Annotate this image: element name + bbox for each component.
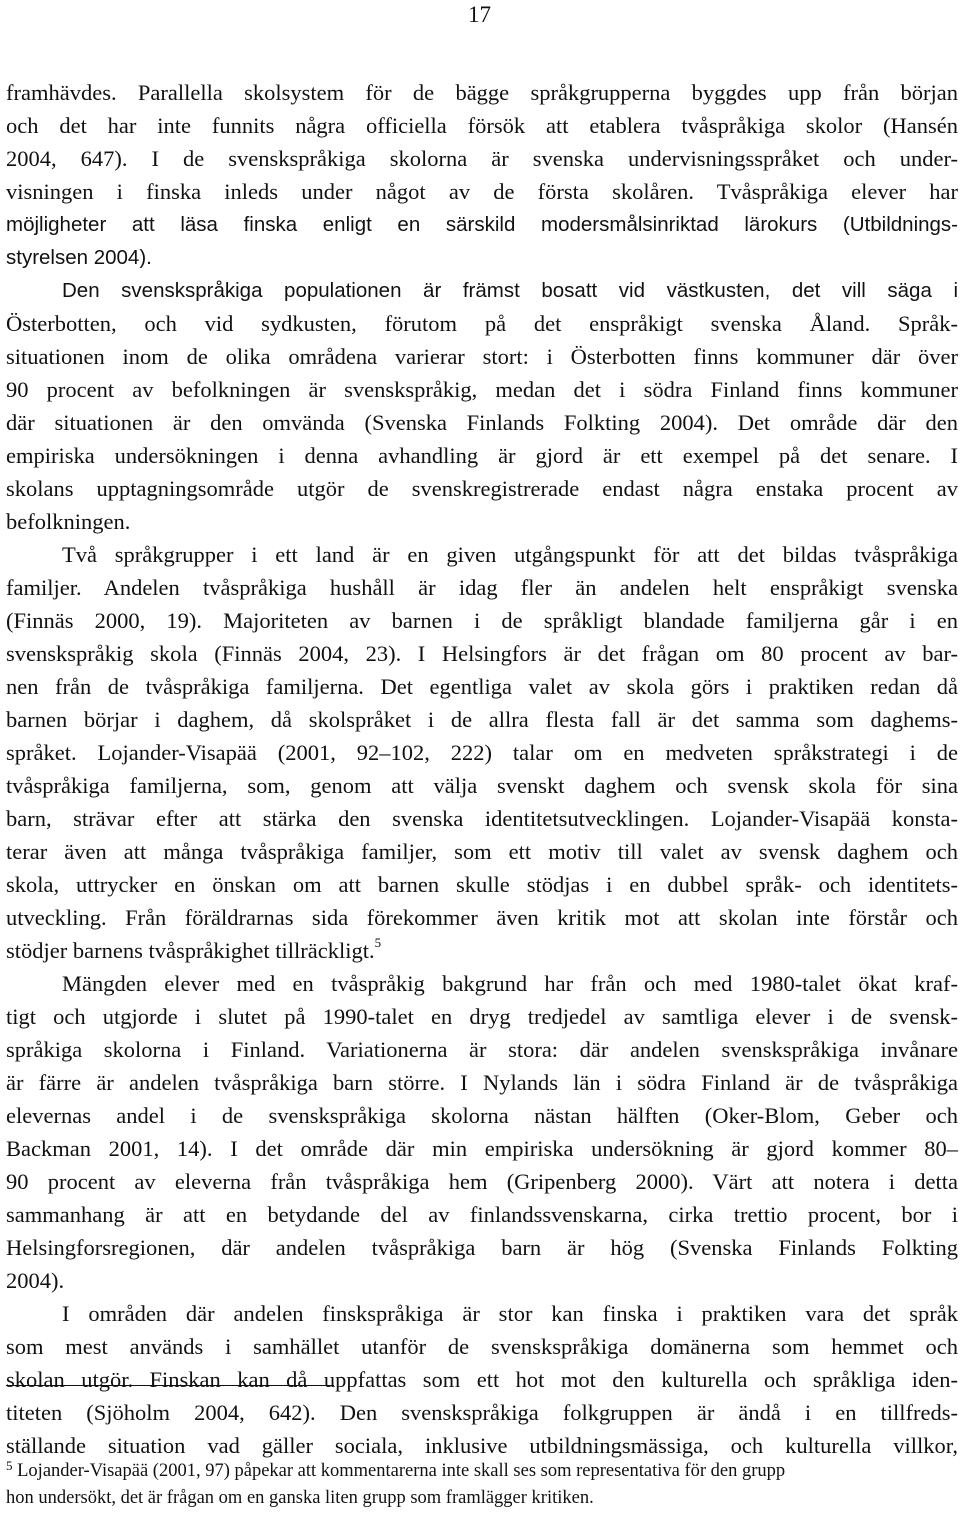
text-line: familjer. Andelen tvåspråkiga hushåll är idag fler än andelen helt enspråkigt svenska: [6, 575, 958, 600]
text-line: Helsingforsregionen, där andelen tvåspråkiga barn är hög (Svenska Finlands Folkting: [6, 1235, 958, 1260]
text-line: utveckling. Från föräldrarnas sida förekommer även kritik mot att skolan inte förstår och: [6, 905, 958, 930]
paragraph-first-line: Mängden elever med en tvåspråkig bakgrund har från och med 1980-talet ökat kraf-: [62, 971, 958, 996]
text-line: som mest används i samhället utanför de svenskspråkiga domänerna som hemmet och: [6, 1334, 958, 1359]
text-line: Österbotten, och vid sydkusten, förutom på det enspråkigt svenska Åland. Språk-: [6, 311, 958, 336]
text-line: 90 procent av befolkningen är svenskspråkig, medan det i södra Finland finns kommuner: [6, 377, 958, 402]
text-line: är färre är andelen tvåspråkiga barn större. I Nylands län i södra Finland är de tvåspråkiga: [6, 1070, 958, 1095]
text-line: framhävdes. Parallella skolsystem för de bägge språkgrupperna byggdes upp från början: [6, 80, 958, 105]
text-line-with-footnote-ref: [6, 934, 958, 967]
paragraph-first-line: Två språkgrupper i ett land är en given utgångspunkt för att det bildas tvåspråkiga: [62, 542, 958, 567]
text-line: svenskspråkig skola (Finnäs 2004, 23). I Helsingfors är det frågan om 80 procent av bar-: [6, 641, 958, 666]
footnote-separator: [6, 1385, 334, 1386]
text-line: empiriska undersökningen i denna avhandling är gjord är ett exempel på det senare. I: [6, 443, 958, 468]
text-line: visningen i finska inleds under något av de första skolåren. Tvåspråkiga elever har: [6, 179, 958, 204]
text-line: barn, strävar efter att stärka den svenska identitetsutvecklingen. Lojander-Visapää konsta-: [6, 806, 958, 831]
body-text: [6, 76, 958, 1462]
paragraph-first-line: I områden där andelen finskspråkiga är stor kan finska i praktiken vara det språk: [62, 1301, 958, 1326]
text-line: skolans upptagningsområde utgör de svenskregistrerade endast några enstaka procent av: [6, 476, 958, 501]
text-line: 2004, 647). I de svenskspråkiga skolorna är svenska undervisningsspråket och under-: [6, 146, 958, 171]
text-line: möjligheter att läsa finska enligt en särskild modersmålsinriktad lärokurs (Utbildnings-: [6, 213, 958, 236]
footnote-line: [6, 1458, 958, 1485]
text-line: Backman 2001, 14). I det område där min empiriska undersökning är gjord kommer 80–: [6, 1136, 958, 1161]
paragraph-first-line: Den svenskspråkiga populationen är främst bosatt vid västkusten, det vill säga i: [62, 279, 958, 302]
page-number: 17: [468, 2, 491, 27]
text-line: och det har inte funnits några officiella försök att etablera tvåspråkiga skolor (Hansén: [6, 113, 958, 138]
text-line: (Finnäs 2000, 19). Majoriteten av barnen i de språkligt blandade familjerna går i en: [6, 608, 958, 633]
text-line: ställande situation vad gäller sociala, inklusive utbildningsmässiga, och kulturella villkor,: [6, 1433, 958, 1458]
text-line: titeten (Sjöholm 2004, 642). Den svenskspråkiga folkgruppen är ändå i en tillfreds-: [6, 1400, 958, 1425]
text-line: terar även att många tvåspråkiga familjer, som ett motiv till valet av svensk daghem och: [6, 839, 958, 864]
text-line: språkiga skolorna i Finland. Variationerna är stora: där andelen svenskspråkiga invånare: [6, 1037, 958, 1062]
footnote-text: Lojander-Visapää (2001, 97) påpekar att kommentarerna inte skall ses som representativa för den grupp: [17, 1461, 786, 1481]
text-line: 2004).: [6, 1268, 65, 1293]
footnote-mark: 5: [6, 1458, 13, 1473]
footnote: [6, 1458, 958, 1512]
text-line: tigt och utgjorde i slutet på 1990-talet en dryg tredjedel av samtliga elever i de svensk-: [6, 1004, 958, 1029]
text-line: nen från de tvåspråkiga familjerna. Det egentliga valet av skola görs i praktiken redan då: [6, 674, 958, 699]
text-line: stödjer barnens tvåspråkighet tillräckligt.: [6, 938, 375, 963]
footnote-line: hon undersökt, det är frågan om en ganska liten grupp som framlägger kritiken.: [6, 1488, 594, 1508]
text-line: befolkningen.: [6, 509, 131, 534]
text-line: skola, uttrycker en önskan om att barnen skulle stödjas i en dubbel språk- och identitets-: [6, 872, 958, 897]
footnote-reference[interactable]: 5: [374, 934, 382, 950]
text-line: situationen inom de olika områdena varierar stort: i Österbotten finns kommuner där över: [6, 344, 958, 369]
text-line: språket. Lojander-Visapää (2001, 92–102, 222) talar om en medveten språkstrategi i de: [6, 740, 958, 765]
text-line: skolan utgör. Finskan kan då uppfattas som ett hot mot den kulturella och språkliga iden-: [6, 1367, 958, 1392]
text-line: barnen börjar i daghem, då skolspråket i de allra flesta fall är det samma som daghems-: [6, 707, 958, 732]
text-line: 90 procent av eleverna från tvåspråkiga hem (Gripenberg 2000). Värt att notera i detta: [6, 1169, 958, 1194]
text-line: styrelsen 2004).: [6, 246, 152, 269]
text-line: sammanhang är att en betydande del av finlandssvenskarna, cirka trettio procent, bor i: [6, 1202, 958, 1227]
text-line: tvåspråkiga familjerna, som, genom att välja svenskt daghem och svensk skola för sina: [6, 773, 958, 798]
text-line: där situationen är den omvända (Svenska Finlands Folkting 2004). Det område där den: [6, 410, 958, 435]
text-line: elevernas andel i de svenskspråkiga skolorna nästan hälften (Oker-Blom, Geber och: [6, 1103, 958, 1128]
